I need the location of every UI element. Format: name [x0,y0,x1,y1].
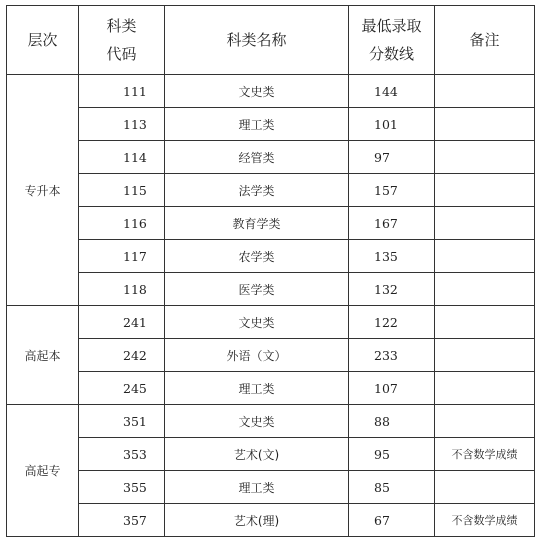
header-score [349,6,435,75]
table-row [7,141,535,174]
header-row [7,6,535,75]
admission-score-table [6,5,535,537]
score-cell: 144 [349,75,435,108]
table-row [7,306,535,339]
score-cell: 157 [349,174,435,207]
note-cell [435,273,535,306]
table-row [7,174,535,207]
note-cell [435,75,535,108]
table-row [7,372,535,405]
note-cell [435,405,535,438]
header-code-line2: 代码 [106,45,137,63]
note-cell [435,471,535,504]
score-cell: 122 [349,306,435,339]
score-cell: 101 [349,108,435,141]
score-cell: 135 [349,240,435,273]
code-cell: 353 [79,438,165,471]
code-cell: 351 [79,405,165,438]
score-cell: 167 [349,207,435,240]
name-cell: 文史类 [165,405,349,438]
note-cell [435,372,535,405]
name-cell: 医学类 [165,273,349,306]
name-cell: 农学类 [165,240,349,273]
code-cell: 113 [79,108,165,141]
name-cell: 文史类 [165,306,349,339]
table-row [7,273,535,306]
name-cell: 教育学类 [165,207,349,240]
admission-table-wrapper [6,5,535,537]
name-cell: 文史类 [165,75,349,108]
code-cell: 241 [79,306,165,339]
table-row [7,504,535,537]
table-row [7,108,535,141]
code-cell: 115 [79,174,165,207]
code-cell: 357 [79,504,165,537]
score-cell: 88 [349,405,435,438]
note-cell [435,306,535,339]
note-cell [435,108,535,141]
header-code [79,6,165,75]
code-cell: 117 [79,240,165,273]
score-cell: 97 [349,141,435,174]
score-cell: 67 [349,504,435,537]
note-cell [435,207,535,240]
name-cell: 理工类 [165,471,349,504]
name-cell: 艺术(理) [165,504,349,537]
header-score-line2: 分数线 [368,45,414,63]
level-cell: 高起专 [7,405,79,537]
code-cell: 245 [79,372,165,405]
level-cell: 高起本 [7,306,79,405]
note-cell [435,339,535,372]
header-name: 科类名称 [165,6,349,75]
header-score-line1: 最低录取 [361,17,422,35]
code-cell: 242 [79,339,165,372]
header-code-line1: 科类 [106,17,137,35]
table-row [7,75,535,108]
note-cell [435,240,535,273]
code-cell: 118 [79,273,165,306]
code-cell: 111 [79,75,165,108]
header-note: 备注 [435,6,535,75]
name-cell: 理工类 [165,372,349,405]
note-cell: 不含数学成绩 [435,438,535,471]
score-cell: 233 [349,339,435,372]
score-cell: 107 [349,372,435,405]
table-row [7,207,535,240]
note-cell [435,174,535,207]
name-cell: 艺术(文) [165,438,349,471]
table-row [7,405,535,438]
table-row [7,471,535,504]
name-cell: 法学类 [165,174,349,207]
code-cell: 114 [79,141,165,174]
table-row [7,438,535,471]
name-cell: 理工类 [165,108,349,141]
code-cell: 355 [79,471,165,504]
score-cell: 132 [349,273,435,306]
note-cell: 不含数学成绩 [435,504,535,537]
name-cell: 经管类 [165,141,349,174]
score-cell: 85 [349,471,435,504]
note-cell [435,141,535,174]
level-cell: 专升本 [7,75,79,306]
score-cell: 95 [349,438,435,471]
table-row [7,240,535,273]
code-cell: 116 [79,207,165,240]
table-row [7,339,535,372]
header-level: 层次 [7,6,79,75]
name-cell: 外语（文） [165,339,349,372]
